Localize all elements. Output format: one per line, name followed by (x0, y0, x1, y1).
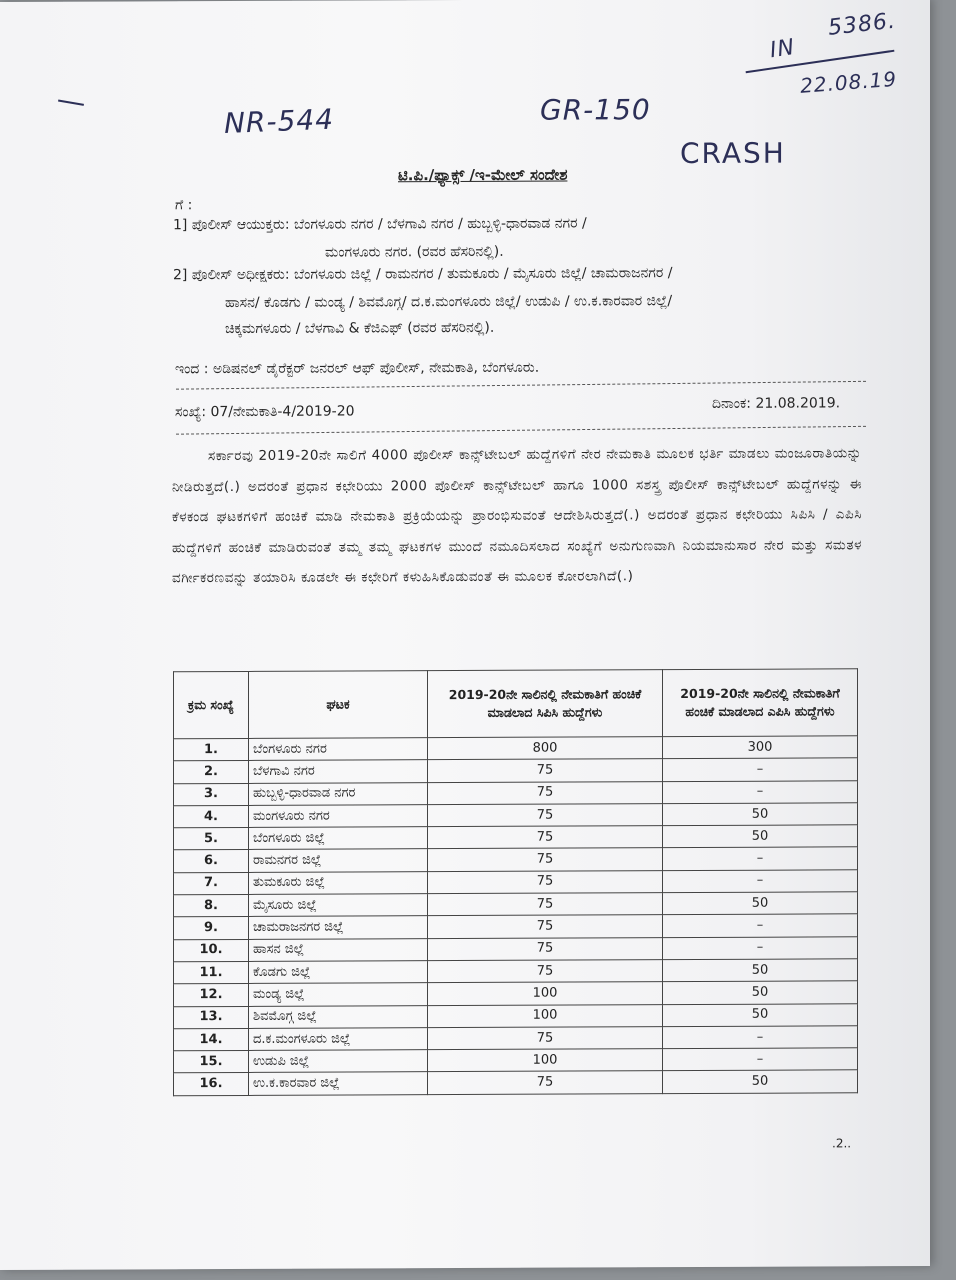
cell-unit: ಮಂಡ್ಯ ಜಿಲ್ಲೆ (249, 983, 428, 1006)
handwritten-inward-date: 22.08.19 (799, 66, 898, 98)
cell-cpc: 75 (428, 960, 663, 983)
cell-cpc: 75 (428, 937, 663, 960)
table-header-row (174, 669, 858, 739)
cell-apc: 50 (663, 892, 858, 915)
cell-apc: – (663, 936, 858, 959)
cell-serial-number: 5. (174, 828, 249, 851)
table-row (174, 936, 858, 961)
cell-serial-number: 6. (174, 850, 249, 873)
cell-serial-number: 15. (174, 1051, 249, 1074)
cell-unit: ಮಂಗಳೂರು ನಗರ (249, 805, 428, 828)
cell-cpc: 75 (428, 826, 663, 849)
cell-unit: ಶಿವಮೊಗ್ಗ ಜಿಲ್ಲೆ (249, 1005, 428, 1028)
table-row (174, 847, 858, 872)
cell-unit: ರಾಮನಗರ ಜಿಲ್ಲೆ (249, 849, 428, 872)
cell-cpc: 75 (428, 1071, 663, 1094)
cell-apc: 50 (663, 1003, 858, 1026)
table-row (174, 1026, 858, 1051)
divider-dashed (176, 381, 866, 390)
cell-unit: ಬೆಂಗಳೂರು ನಗರ (249, 738, 428, 761)
cell-serial-number: 12. (174, 984, 249, 1007)
cell-apc: 50 (663, 803, 858, 826)
cell-serial-number: 7. (174, 872, 249, 895)
table-row (174, 1003, 858, 1028)
table-row (174, 914, 858, 939)
document-date: ದಿನಾಂಕ: 21.08.2019. (712, 395, 841, 412)
recipients-2-line3: ಚಿಕ್ಕಮಗಳೂರು / ಬೆಳಗಾವಿ & ಕೆಜಿಎಫ್ (ರವರ ಹೆಸರಿನಲ್ಲಿ). (225, 319, 495, 338)
cell-unit: ತುಮಕೂರು ಜಿಲ್ಲೆ (249, 871, 428, 894)
cell-unit: ಕೊಡಗು ಜಿಲ್ಲೆ (249, 961, 428, 984)
table-row (174, 758, 858, 783)
cell-cpc: 100 (428, 982, 663, 1005)
from-line: ಇಂದ : ಅಡಿಷನಲ್ ಡೈರೆಕ್ಟರ್ ಜನರಲ್ ಆಫ್ ಪೊಲೀಸ್, ನೇಮಕಾತಿ, ಬೆಂಗಳೂರು. (175, 359, 540, 378)
table-row (174, 825, 858, 850)
table-row (174, 736, 858, 761)
cell-unit: ಹುಬ್ಬಳ್ಳಿ-ಧಾರವಾಡ ನಗರ (249, 782, 428, 805)
header-serial-number: ಕ್ರಮ ಸಂಖ್ಯೆ (174, 671, 249, 738)
cell-apc: – (663, 758, 858, 781)
cell-cpc: 100 (428, 1004, 663, 1027)
cell-apc: 50 (663, 959, 858, 982)
page-number: .2.. (832, 1136, 852, 1151)
table-row (174, 981, 858, 1006)
cell-serial-number: 16. (174, 1073, 249, 1096)
cell-serial-number: 14. (174, 1028, 249, 1051)
table-row (174, 959, 858, 984)
table-row (174, 1070, 858, 1095)
cell-apc: 50 (663, 981, 858, 1004)
cell-cpc: 75 (428, 804, 663, 827)
cell-apc: – (663, 1026, 858, 1049)
header-unit: ಘಟಕ (249, 671, 428, 739)
table-row (174, 780, 858, 805)
cell-apc: 50 (663, 1070, 858, 1093)
cell-serial-number: 4. (174, 805, 249, 828)
cell-cpc: 75 (428, 893, 663, 916)
cell-cpc: 800 (428, 737, 663, 760)
cell-unit: ದ.ಕ.ಮಂಗಳೂರು ಜಿಲ್ಲೆ (249, 1028, 428, 1051)
cell-cpc: 75 (428, 1026, 663, 1049)
table-row (174, 1048, 858, 1073)
header-apc-posts: 2019-20ನೇ ಸಾಲಿನಲ್ಲಿ ನೇಮಕಾತಿಗೆ ಹಂಚಿಕೆ ಮಾಡಲಾದ ಎಪಿಸಿ ಹುದ್ದೆಗಳು (663, 669, 858, 737)
cell-unit: ಬೆಳಗಾವಿ ನಗರ (249, 760, 428, 783)
handwritten-nr: NR-544 (223, 102, 335, 140)
reference-number: ಸಂಖ್ಯೆ: 07/ನೇಮಕಾತಿ-4/2019-20 (175, 403, 355, 421)
cell-serial-number: 13. (174, 1006, 249, 1029)
table-row (174, 803, 858, 828)
table-row (174, 870, 858, 895)
cell-unit: ಮೈಸೂರು ಜಿಲ್ಲೆ (249, 894, 428, 917)
cell-unit: ಉ.ಕ.ಕಾರವಾರ ಜಿಲ್ಲೆ (249, 1072, 428, 1095)
header-cpc-posts: 2019-20ನೇ ಸಾಲಿನಲ್ಲಿ ನೇಮಕಾತಿಗೆ ಹಂಚಿಕೆ ಮಾಡಲಾದ ಸಿಪಿಸಿ ಹುದ್ದೆಗಳು (428, 670, 663, 738)
cell-apc: – (663, 914, 858, 937)
divider-dashed (176, 426, 866, 435)
cell-serial-number: 2. (174, 761, 249, 784)
cell-cpc: 75 (428, 759, 663, 782)
table-row (174, 892, 858, 917)
cell-apc: 50 (663, 825, 858, 848)
cell-apc: – (663, 870, 858, 893)
handwritten-inward-number: 5386. (826, 8, 898, 41)
cell-serial-number: 11. (174, 961, 249, 984)
cell-serial-number: 8. (174, 895, 249, 918)
handwritten-in-mark: IN (768, 34, 797, 64)
allocation-table (173, 668, 858, 1096)
handwritten-gr: GR-150 (540, 93, 651, 127)
body-paragraph: ಸರ್ಕಾರವು 2019-20ನೇ ಸಾಲಿಗೆ 4000 ಪೊಲೀಸ್ ಕಾನ್ಸ್‌ಟೇಬಲ್ ಹುದ್ದೆಗಳಿಗೆ ನೇರ ನೇಮಕಾತಿ ಮೂಲಕ ಭರ್ತಿ ಮಾಡಲು ಮಂಜೂರಾತಿಯನ್ನು ನೀಡಿರುತ್ತದೆ(.) ಅದರಂತೆ ಪ್ರಧಾನ ಕಛೇರಿಯು 2000 ಪೊಲೀಸ್ ಕಾನ್ಸ್‌ಟೇಬಲ್ ಹಾಗೂ 1000 ಸಶಸ್ತ್ರ ಪೊಲೀಸ್ ಕಾನ್ಸ್‌ಟೇಬಲ್ ಹುದ್ದೆಗಳನ್ನು ಈ ಕೆಳಕಂಡ ಘಟಕಗಳಿಗೆ ಹಂಚಿಕೆ ಮಾಡಿ ನೇಮಕಾತಿ ಪ್ರಕ್ರಿಯೆಯನ್ನು ಪ್ರಾರಂಭಿಸುವಂತೆ ಆದೇಶಿಸಿರುತ್ತದೆ(.) ಅದರಂತೆ ಪ್ರಧಾನ ಕಛೇರಿಯು ಸಿಪಿಸಿ / ಎಪಿಸಿ ಹುದ್ದೆಗಳಿಗೆ ಹಂಚಿಕೆ ಮಾಡಿರುವಂತೆ ತಮ್ಮ ತಮ್ಮ ಘಟಕಗಳ ಮುಂದೆ ನಮೂದಿಸಲಾದ ಸಂಖ್ಯೆಗೆ ಅನುಗುಣವಾಗಿ ನಿಯಮಾನುಸಾರ ನೇರ ಮತ್ತು ಸಮತಳ ವರ್ಗೀಕರಣವನ್ನು ತಯಾರಿಸಿ ಕೂಡಲೇ ಈ ಕಛೇರಿಗೆ ಕಳುಹಿಸಿಕೊಡುವಂತೆ ಈ ಮೂಲಕ ಕೋರಲಾಗಿದೆ(.) (172, 445, 862, 587)
cell-cpc: 75 (428, 870, 663, 893)
document-title: ಟಿ.ಪಿ./ಫ್ಯಾಕ್ಸ್ /ಇ-ಮೇಲ್ ಸಂದೇಶ (398, 165, 568, 185)
recipients-2-line2: ಹಾಸನ/ ಕೊಡಗು / ಮಂಡ್ಯ / ಶಿವಮೊಗ್ಗ/ ದ.ಕ.ಮಂಗಳೂರು ಜಿಲ್ಲೆ/ ಉಡುಪಿ / ಉ.ಕ.ಕಾರವಾರ ಜಿಲ್ಲೆ/ (225, 293, 673, 312)
to-label: ಗೆ : (175, 197, 193, 214)
handwritten-crash: CRASH (680, 136, 786, 171)
recipients-1-line1: 1] ಪೊಲೀಸ್ ಆಯುಕ್ತರು: ಬೆಂಗಳೂರು ನಗರ / ಬೆಳಗಾವಿ ನಗರ / ಹುಬ್ಬಳ್ಳಿ-ಧಾರವಾಡ ನಗರ / (173, 215, 587, 234)
cell-apc: – (663, 847, 858, 870)
cell-serial-number: 1. (174, 738, 249, 761)
cell-apc: – (663, 780, 858, 803)
cell-unit: ಉಡುಪಿ ಜಿಲ್ಲೆ (249, 1050, 428, 1073)
cell-serial-number: 3. (174, 783, 249, 806)
cell-cpc: 100 (428, 1049, 663, 1072)
cell-unit: ಚಾಮರಾಜನಗರ ಜಿಲ್ಲೆ (249, 916, 428, 939)
cell-cpc: 75 (428, 915, 663, 938)
cell-apc: – (663, 1048, 858, 1071)
cell-cpc: 75 (428, 781, 663, 804)
cell-serial-number: 9. (174, 917, 249, 940)
cell-unit: ಹಾಸನ ಜಿಲ್ಲೆ (249, 938, 428, 961)
handwritten-dash (58, 100, 84, 106)
cell-apc: 300 (663, 736, 858, 759)
cell-serial-number: 10. (174, 939, 249, 962)
cell-cpc: 75 (428, 848, 663, 871)
cell-unit: ಬೆಂಗಳೂರು ಜಿಲ್ಲೆ (249, 827, 428, 850)
recipients-2-line1: 2] ಪೊಲೀಸ್ ಅಧೀಕ್ಷಕರು: ಬೆಂಗಳೂರು ಜಿಲ್ಲೆ / ರಾಮನಗರ / ತುಮಕೂರು / ಮೈಸೂರು ಜಿಲ್ಲೆ/ ಚಾಮರಾಜನಗರ / (173, 265, 673, 284)
recipients-1-line2: ಮಂಗಳೂರು ನಗರ. (ರವರ ಹೆಸರಿನಲ್ಲಿ). (325, 243, 504, 261)
